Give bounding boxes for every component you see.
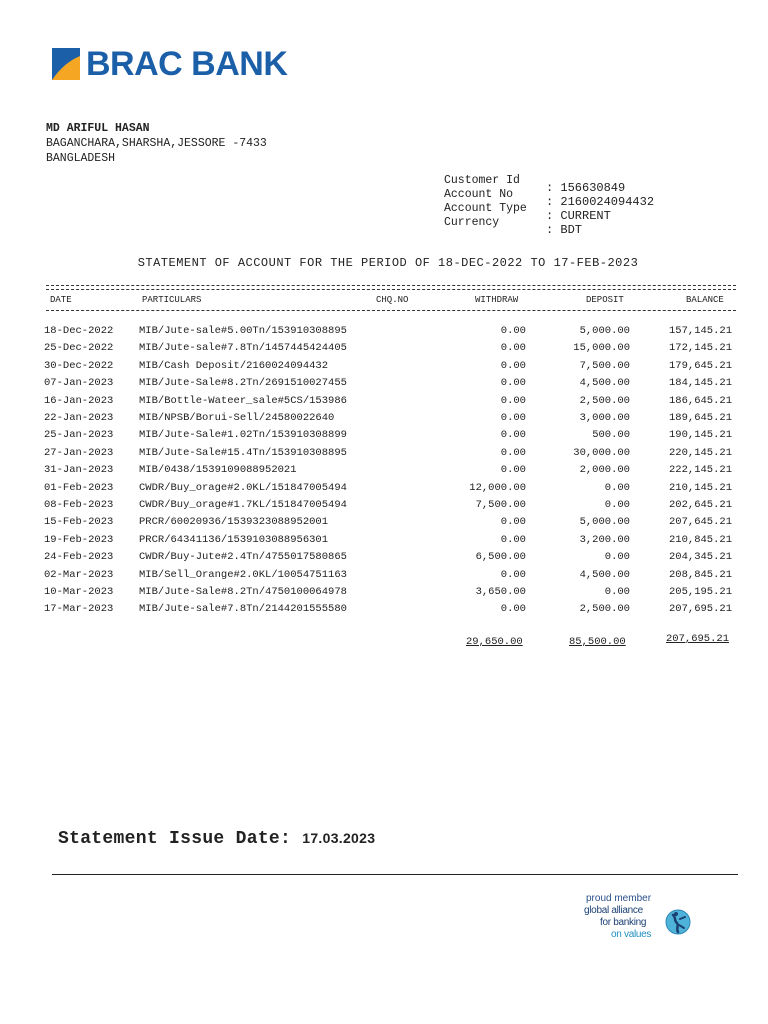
tx-deposit: 0.00 (604, 551, 630, 564)
bank-name: BRAC BANK (86, 45, 288, 83)
table-row (0, 569, 768, 586)
currency-value: : BDT (546, 223, 583, 237)
tx-date: 01-Feb-2023 (44, 481, 114, 494)
table-row (0, 325, 768, 342)
tx-particulars: MIB/Sell_Orange#2.0KL/10054751163 (139, 568, 347, 581)
tx-withdraw: 0.00 (500, 325, 526, 337)
footer-divider (52, 874, 738, 875)
dashed-divider (46, 285, 736, 286)
bank-logo (52, 46, 287, 82)
tx-deposit: 0.00 (604, 499, 630, 511)
tx-withdraw: 0.00 (500, 464, 526, 477)
tx-particulars: CWDR/Buy_orage#2.0KL/151847005494 (139, 481, 347, 494)
tx-particulars: MIB/Bottle-Wateer_sale#5CS/153986 (139, 394, 347, 407)
tx-particulars: PRCR/60020936/1539323088952001 (139, 516, 329, 529)
tx-balance: 208,845.21 (668, 568, 732, 581)
col-header-particulars: PARTICULARS (142, 295, 202, 305)
tx-particulars: CWDR/Buy-Jute#2.4Tn/4755017580865 (139, 551, 347, 564)
tx-withdraw: 12,000.00 (469, 481, 526, 494)
address-line-2: BANGLADESH (46, 152, 116, 165)
table-row (0, 377, 768, 394)
tx-withdraw: 0.00 (500, 394, 526, 407)
statement-issue-date (58, 829, 375, 849)
tx-withdraw: 0.00 (500, 377, 526, 390)
tx-date: 15-Feb-2023 (44, 516, 114, 529)
tx-deposit: 4,500.00 (579, 377, 630, 390)
tx-balance: 190,145.21 (668, 429, 732, 442)
tx-balance: 204,345.21 (668, 551, 732, 564)
tx-deposit: 4,500.00 (579, 568, 630, 581)
tx-deposit: 5,000.00 (579, 516, 630, 529)
table-row (0, 429, 768, 446)
tx-balance: 222,145.21 (668, 464, 732, 477)
table-row (0, 534, 768, 551)
account-no-label: Account No (444, 188, 514, 201)
dashed-divider (46, 310, 736, 311)
total-deposit: 85,500.00 (569, 636, 626, 648)
customer-name: MD ARIFUL HASAN (46, 122, 150, 135)
tx-particulars: MIB/Jute-Sale#15.4Tn/153910308895 (139, 446, 347, 459)
total-balance: 207,695.21 (666, 633, 730, 645)
tx-deposit: 0.00 (604, 586, 630, 598)
tx-particulars: MIB/Jute-Sale#8.2Tn/2691510027455 (139, 377, 347, 390)
tx-deposit: 7,500.00 (579, 359, 630, 372)
tx-balance: 189,645.21 (668, 412, 732, 424)
tx-balance: 172,145.21 (668, 342, 732, 355)
tx-withdraw: 0.00 (500, 342, 526, 355)
tx-balance: 157,145.21 (668, 325, 732, 337)
tx-deposit: 500.00 (592, 429, 630, 442)
badge-line-2: global alliance (584, 905, 643, 916)
tx-deposit: 3,200.00 (579, 533, 630, 546)
badge-line-4: on values (611, 929, 652, 940)
tx-balance: 210,145.21 (668, 481, 732, 494)
tx-particulars: MIB/Jute-sale#5.00Tn/153910308895 (139, 325, 347, 337)
tx-date: 18-Dec-2022 (44, 325, 114, 337)
issue-date-label: Statement Issue Date: (58, 829, 292, 849)
table-row (0, 499, 768, 516)
issue-date-value: 17.03.2023 (302, 830, 376, 846)
tx-date: 25-Jan-2023 (44, 429, 114, 442)
col-header-deposit: DEPOSIT (586, 295, 624, 305)
tx-particulars: MIB/0438/1539109088952021 (139, 464, 297, 477)
badge-line-3: for banking (600, 917, 647, 928)
tx-date: 17-Mar-2023 (44, 603, 114, 616)
tx-deposit: 0.00 (604, 481, 630, 494)
customer-address-block (46, 121, 267, 166)
tx-date: 10-Mar-2023 (44, 586, 114, 598)
tx-date: 27-Jan-2023 (44, 446, 114, 459)
tx-particulars: CWDR/Buy_orage#1.7KL/151847005494 (139, 499, 347, 511)
tx-balance: 184,145.21 (668, 377, 732, 390)
tx-date: 19-Feb-2023 (44, 533, 114, 546)
tx-particulars: MIB/Jute-Sale#1.02Tn/153910308899 (139, 429, 347, 442)
account-type-label: Account Type (444, 202, 527, 215)
col-header-withdraw: WITHDRAW (475, 295, 519, 305)
tx-balance: 207,695.21 (668, 603, 732, 616)
tx-particulars: MIB/Cash Deposit/2160024094432 (139, 359, 329, 372)
tx-date: 22-Jan-2023 (44, 412, 114, 424)
tx-date: 08-Feb-2023 (44, 499, 114, 511)
table-row (0, 516, 768, 533)
tx-withdraw: 6,500.00 (475, 551, 526, 564)
tx-balance: 186,645.21 (668, 394, 732, 407)
table-row (0, 551, 768, 568)
tx-deposit: 5,000.00 (579, 325, 630, 337)
tx-withdraw: 0.00 (500, 533, 526, 546)
tx-balance: 207,645.21 (668, 516, 732, 529)
tx-particulars: MIB/Jute-Sale#8.2Tn/4750100064978 (139, 586, 347, 598)
account-no-value: : 2160024094432 (546, 195, 655, 209)
tx-deposit: 2,500.00 (579, 603, 630, 616)
statement-title: STATEMENT OF ACCOUNT FOR THE PERIOD OF 18-DEC-2022 TO 17-FEB-2023 (137, 256, 639, 270)
table-row (0, 360, 768, 377)
dashed-divider (46, 289, 736, 290)
currency-label: Currency (444, 216, 500, 229)
tx-balance: 202,645.21 (668, 499, 732, 511)
tx-date: 02-Mar-2023 (44, 568, 114, 581)
tx-deposit: 3,000.00 (579, 412, 630, 424)
account-type-value: : CURRENT (546, 209, 611, 223)
tx-date: 16-Jan-2023 (44, 394, 114, 407)
table-row (0, 482, 768, 499)
tx-particulars: MIB/NPSB/Borui-Sell/24580022640 (139, 412, 335, 424)
tx-deposit: 30,000.00 (573, 446, 630, 459)
tx-withdraw: 0.00 (500, 359, 526, 372)
customer-id-value: : 156630849 (546, 181, 626, 195)
tx-balance: 205,195.21 (668, 586, 732, 598)
col-header-chq-no: CHQ.NO (376, 295, 409, 305)
tx-withdraw: 0.00 (500, 412, 526, 424)
tx-date: 30-Dec-2022 (44, 359, 114, 372)
tx-particulars: PRCR/64341136/1539103088956301 (139, 533, 329, 546)
table-row (0, 342, 768, 359)
tx-withdraw: 0.00 (500, 568, 526, 581)
customer-id-label: Customer Id (444, 174, 520, 187)
tx-withdraw: 0.00 (500, 429, 526, 442)
tx-particulars: MIB/Jute-sale#7.8Tn/1457445424405 (139, 342, 347, 355)
brac-logo-mark-icon (52, 48, 80, 80)
gabv-member-badge (584, 893, 696, 948)
tx-withdraw: 7,500.00 (475, 499, 526, 511)
col-header-date: DATE (50, 295, 72, 305)
col-header-balance: BALANCE (686, 295, 724, 305)
tx-withdraw: 0.00 (500, 446, 526, 459)
tx-date: 24-Feb-2023 (44, 551, 114, 564)
address-line-1: BAGANCHARA,SHARSHA,JESSORE -7433 (46, 137, 267, 150)
globe-icon (664, 907, 692, 937)
table-row (0, 586, 768, 603)
tx-date: 25-Dec-2022 (44, 342, 114, 355)
tx-balance: 210,845.21 (668, 533, 732, 546)
tx-balance: 220,145.21 (668, 446, 732, 459)
table-row (0, 603, 768, 620)
badge-line-1: proud member (586, 893, 652, 904)
tx-particulars: MIB/Jute-sale#7.8Tn/2144201555580 (139, 603, 347, 616)
tx-date: 07-Jan-2023 (44, 377, 114, 390)
tx-withdraw: 0.00 (500, 516, 526, 529)
table-row (0, 447, 768, 464)
table-row (0, 412, 768, 429)
tx-deposit: 2,500.00 (579, 394, 630, 407)
table-row (0, 464, 768, 481)
tx-withdraw: 3,650.00 (475, 586, 526, 598)
table-row (0, 395, 768, 412)
tx-deposit: 2,000.00 (579, 464, 630, 477)
tx-date: 31-Jan-2023 (44, 464, 114, 477)
tx-balance: 179,645.21 (668, 359, 732, 372)
tx-withdraw: 0.00 (500, 603, 526, 616)
tx-deposit: 15,000.00 (573, 342, 630, 355)
total-withdraw: 29,650.00 (466, 636, 523, 648)
